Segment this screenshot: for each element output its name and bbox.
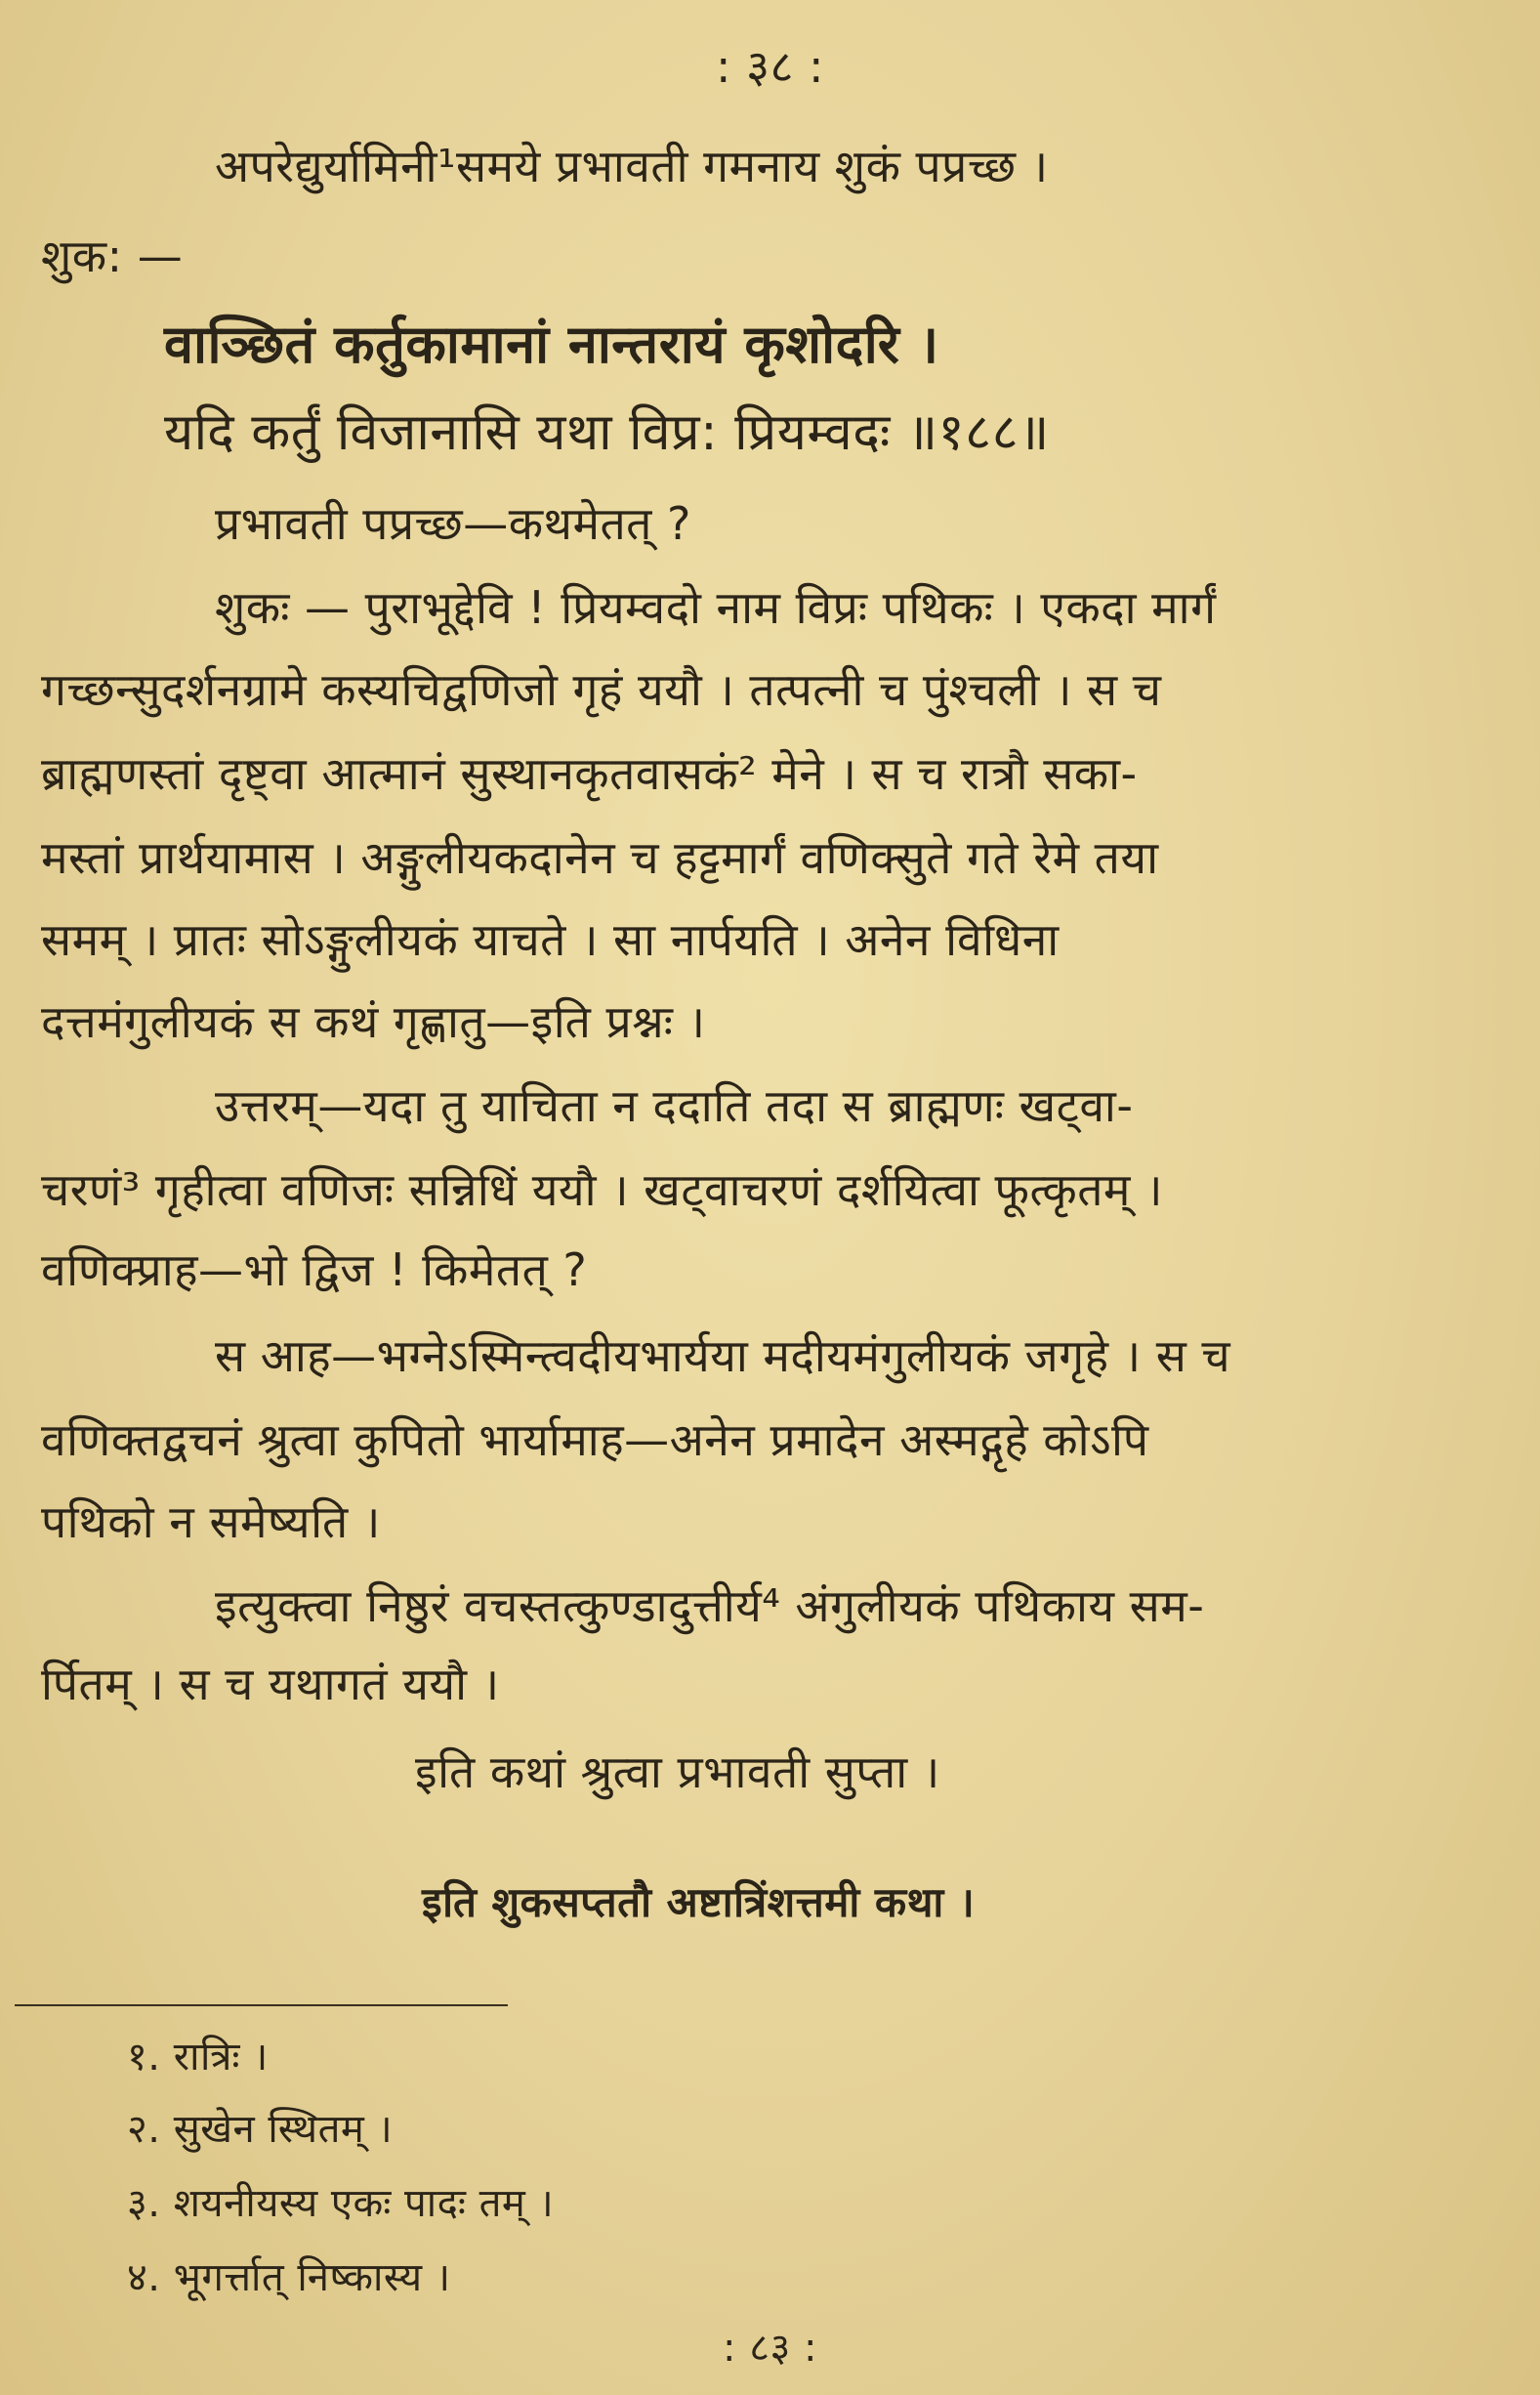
story-line: गच्छन्सुदर्शनग्रामे कस्यचिद्वणिजो गृहं ययौ । तत्पत्नी च पुंश्चली । स च: [41, 663, 1162, 716]
answer-line: उत्तरम्—यदा तु याचिता न ददाति तदा स ब्राह्मणः खट्वा-: [215, 1079, 1134, 1132]
page-number-bottom: : ८३ :: [723, 2326, 817, 2371]
story-line: शुकः — पुराभूद्देवि ! प्रियम्वदो नाम विप्रः पथिकः । एकदा मार्गं: [215, 581, 1217, 634]
footnote-divider: [15, 2004, 508, 2006]
reply-line: पथिको न समेष्यति ।: [41, 1495, 381, 1548]
story-line: दत्तमंगुलीयकं स कथं गृह्णातु—इति प्रश्नः ।: [41, 995, 706, 1048]
reply-line: वणिक्तद्वचनं श्रुत्वा कुपितो भार्यामाह—अनेन प्रमादेन अस्मद्गृहे कोऽपि: [41, 1413, 1149, 1466]
end-line: र्पितम् । स च यथागतं ययौ ।: [41, 1658, 500, 1710]
end-line: इत्युक्त्वा निष्ठुरं वचस्तत्कुण्डादुत्तीर्य⁴ अंगुलीयकं पथिकाय सम-: [215, 1579, 1205, 1632]
answer-line: वणिक्प्राह—भो द्विज ! किमेतत् ?: [41, 1243, 588, 1296]
footnote: ३. शयनीयस्य एकः पादः तम् ।: [127, 2181, 555, 2226]
speaker-label: शुक: —: [41, 230, 184, 282]
story-line: ब्राह्मणस्तां दृष्ट्वा आत्मानं सुस्थानकृतवासकं² मेने । स च रात्रौ सका-: [41, 747, 1138, 800]
colophon: इति शुकसप्ततौ अष्टात्रिंशत्तमी कथा ।: [422, 1878, 976, 1926]
intro-line: अपरेद्युर्यामिनी¹समये प्रभावती गमनाय शुकं पप्रच्छ ।: [215, 140, 1049, 192]
footnote: २. सुखेन स्थितम् ।: [127, 2107, 394, 2152]
footnote: ४. भूगर्त्तात् निष्कास्य ।: [127, 2255, 451, 2300]
verse-line-1: वाञ्छितं कर्तुकामानां नान्तरायं कृशोदरि ।: [164, 314, 939, 375]
footnote: १. रात्रिः ।: [127, 2035, 269, 2080]
reply-line: स आह—भग्नेऽस्मिन्त्वदीयभार्यया मदीयमंगुलीयकं जगृहे । स च: [215, 1329, 1231, 1382]
closing-line: इति कथां श्रुत्वा प्रभावती सुप्ता ।: [415, 1745, 940, 1798]
story-line: मस्तां प्रार्थयामास । अङ्गुलीयकदानेन च हट्टमार्गं वणिक्सुते गते रेमे तया: [41, 831, 1159, 884]
answer-line: चरणं³ गृहीत्वा वणिजः सन्निधिं ययौ । खट्वाचरणं दर्शयित्वा फूत्कृतम् ।: [41, 1163, 1163, 1216]
question-line: प्रभावती पप्रच्छ—कथमेतत् ?: [215, 497, 691, 550]
verse-line-2: यदि कर्तुं विजानासि यथा विप्र: प्रियम्वदः ॥१८८॥: [164, 403, 1050, 462]
page-number-top: : ३८ :: [715, 40, 825, 93]
story-line: समम् । प्रातः सोऽङ्गुलीयकं याचते । सा नार्पयति । अनेन विधिना: [41, 913, 1060, 966]
